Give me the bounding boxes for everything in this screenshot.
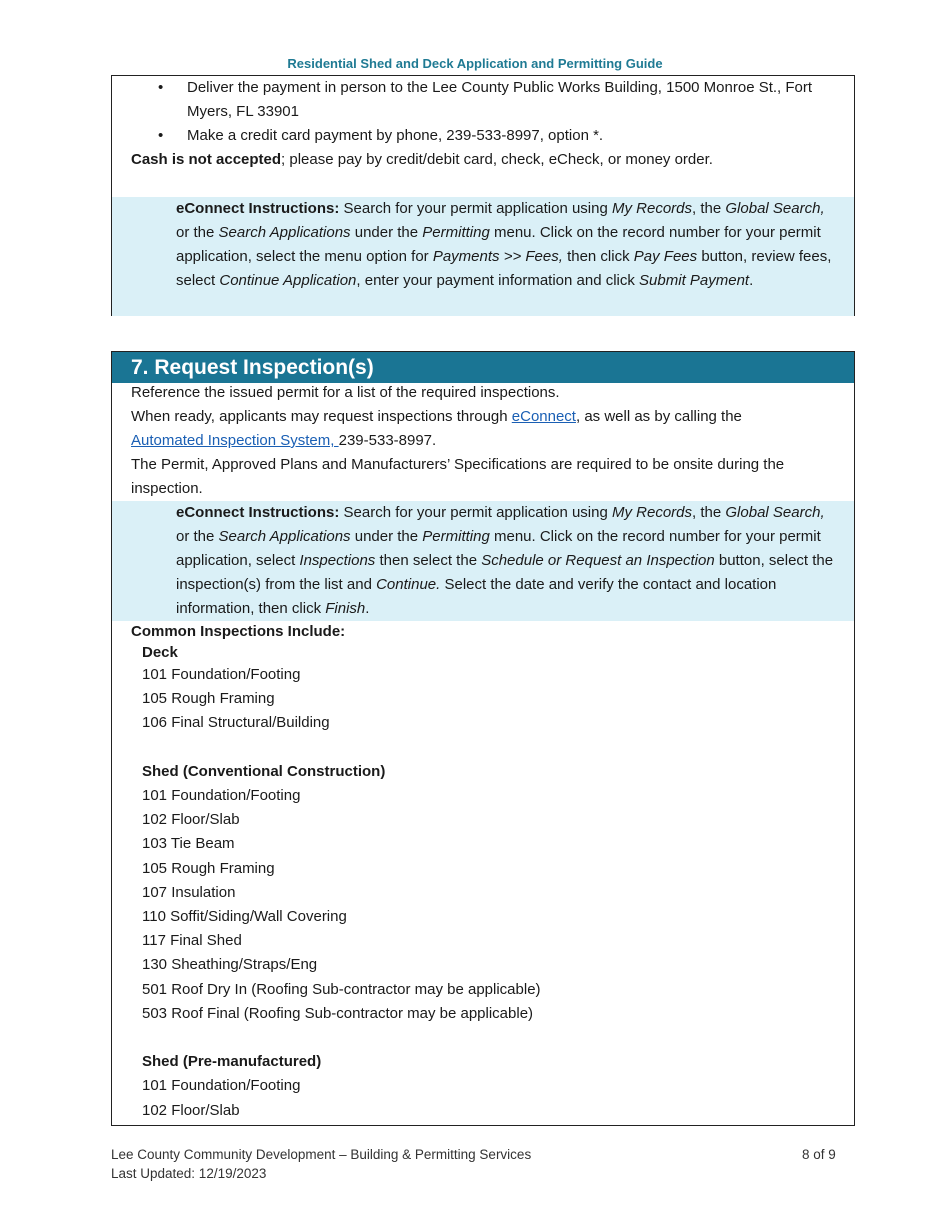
list-item: 102 Floor/Slab: [142, 1101, 240, 1119]
list-item: 101 Foundation/Footing: [142, 787, 301, 805]
list-item: 106 Final Structural/Building: [142, 714, 330, 732]
page-number: 8 of 9: [802, 1147, 836, 1162]
common-inspections-heading: Common Inspections Include:: [131, 623, 346, 640]
econnect-link[interactable]: eConnect: [511, 408, 576, 425]
onsite-documents-text: The Permit, Approved Plans and Manufacturers’ Specifications are required to be onsite during the inspection.: [131, 456, 785, 497]
list-item: 117 Final Shed: [142, 932, 242, 950]
payment-section-box: [111, 75, 855, 316]
deck-heading: Deck: [142, 644, 178, 661]
list-item: 101 Foundation/Footing: [142, 666, 301, 683]
inspections-request-text: When ready, applicants may request inspections through eConnect, as well as by calling the Automated Inspection System, 239-533-8997.: [131, 408, 742, 449]
shed-conventional-heading: Shed (Conventional Construction): [142, 762, 386, 780]
list-item: 102 Floor/Slab: [142, 811, 240, 829]
payment-bullet-in-person: Deliver the payment in person to the Lee County Public Works Building, 1500 Monroe St., Fort Myers, FL 33901: [187, 79, 813, 120]
section-title: Request Inspection(s): [154, 356, 374, 379]
list-item: 503 Roof Final (Roofing Sub-contractor may be applicable): [142, 1004, 534, 1022]
list-item: 107 Insulation: [142, 883, 236, 901]
footer-last-updated: Last Updated: 12/19/2023: [111, 1166, 267, 1181]
request-inspections-section: [111, 351, 855, 1126]
automated-inspection-system-link[interactable]: Automated Inspection System,: [131, 432, 339, 449]
page-header-title: Residential Shed and Deck Application and Permitting Guide: [287, 56, 663, 71]
inspections-reference-text: Reference the issued permit for a list of the required inspections.: [131, 384, 560, 401]
bullet-icon: •: [158, 127, 164, 144]
list-item: 501 Roof Dry In (Roofing Sub-contractor may be applicable): [142, 980, 541, 998]
shed-premanufactured-heading: Shed (Pre-manufactured): [142, 1053, 322, 1071]
list-item: 105 Rough Framing: [142, 859, 275, 877]
bullet-icon: •: [158, 79, 164, 96]
section-title-bar: [112, 352, 854, 383]
payment-econnect-instructions: eConnect Instructions: Search for your permit application using My Records, the Global Search, or the Search Applications under the Permitting menu. Click on the record number for your permit application, select the menu option for Payments >> Fees, then click Pay Fees button, review fees, select Continue Application, enter your payment information and click Submit Payment.: [112, 197, 854, 316]
list-item: 103 Tie Beam: [142, 835, 235, 853]
footer-organization: Lee County Community Development – Building & Permitting Services: [111, 1147, 532, 1162]
payment-bullet-phone: Make a credit card payment by phone, 239-533-8997, option *.: [187, 127, 604, 144]
list-item: 101 Foundation/Footing: [142, 1077, 301, 1095]
cash-not-accepted-note: Cash is not accepted; please pay by credit/debit card, check, eCheck, or money order.: [131, 151, 713, 168]
inspection-econnect-instructions: eConnect Instructions: Search for your permit application using My Records, the Global Search, or the Search Applications under the Permitting menu. Click on the record number for your permit application, select Inspections then select the Schedule or Request an Inspection button, select the inspection(s) from the list and Continue. Select the date and verify the contact and location information, then click Finish.: [112, 501, 854, 621]
spacer: [112, 736, 854, 760]
list-item: 110 Soffit/Siding/Wall Covering: [142, 908, 347, 926]
list-item: 130 Sheathing/Straps/Eng: [142, 956, 318, 974]
list-item: 105 Rough Framing: [142, 690, 275, 708]
spacer: [112, 1026, 854, 1050]
section-number: 7.: [131, 356, 149, 379]
